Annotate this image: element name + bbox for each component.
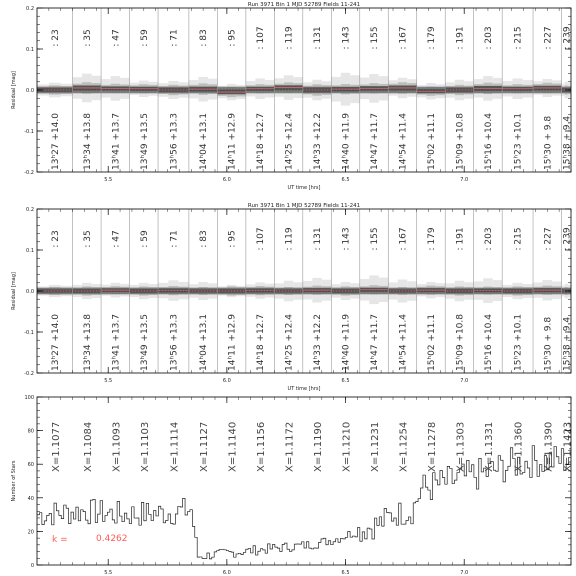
airmass-label: X=1.1114 xyxy=(169,421,181,472)
k-label: k = xyxy=(52,535,68,545)
field-coord-label: 14ʰ11 +12.9 xyxy=(227,314,238,371)
y-tick-label: 0.2 xyxy=(26,6,34,12)
field-number-label: : 47 xyxy=(111,29,122,47)
x-tick-label: 5.5 xyxy=(104,570,113,576)
field-number-label: : 71 xyxy=(169,230,180,248)
field-coord-label: 15ʰ16 +10.4 xyxy=(483,113,494,170)
field-coord-label: 14ʰ18 +12.7 xyxy=(256,314,267,371)
x-axis-title: UT time [hrs] xyxy=(287,185,321,191)
field-number-label: : 59 xyxy=(139,29,150,47)
field-coord-label: 13ʰ49 +13.5 xyxy=(139,314,150,371)
field-number-label: : 143 xyxy=(341,227,352,251)
field-number-label: : 131 xyxy=(313,26,324,50)
field-coord-label: 15ʰ38 + 9.4 xyxy=(562,115,573,170)
y-tick-label: 0 xyxy=(30,563,34,569)
x-tick-label: 5.5 xyxy=(104,378,113,384)
airmass-label: X=1.1140 xyxy=(227,421,239,472)
airmass-label: X=1.1278 xyxy=(426,421,438,472)
field-coord-label: 14ʰ18 +12.7 xyxy=(256,113,267,170)
airmass-label: X=1.1210 xyxy=(341,421,353,472)
y-tick-label: 80 xyxy=(27,428,34,435)
panel-2 xyxy=(11,203,572,392)
field-number-label: : 35 xyxy=(82,29,93,47)
field-coord-label: 15ʰ23 +10.1 xyxy=(513,314,524,371)
field-number-label: : 167 xyxy=(398,26,409,50)
airmass-label: X=1.1077 xyxy=(50,421,62,472)
field-number-label: : 191 xyxy=(455,26,466,50)
field-number-label: : 35 xyxy=(82,230,93,248)
y-tick-label: -0.2 xyxy=(24,371,34,377)
field-coord-label: 15ʰ30 + 9.8 xyxy=(543,316,554,371)
field-coord-label: 14ʰ40 +11.9 xyxy=(341,113,352,170)
field-coord-label: 15ʰ30 + 9.8 xyxy=(543,115,554,170)
y-tick-label: -0.2 xyxy=(24,170,34,176)
field-coord-label: 13ʰ49 +13.5 xyxy=(139,113,150,170)
y-axis-title: Residual [mag] xyxy=(11,71,17,109)
field-coord-label: 15ʰ09 +10.8 xyxy=(455,314,466,371)
field-coord-label: 13ʰ27 +14.0 xyxy=(50,113,61,170)
field-number-label: : 23 xyxy=(50,230,61,248)
field-number-label: : 71 xyxy=(169,29,180,47)
airmass-label: X=1.1254 xyxy=(398,421,410,472)
field-coord-label: 13ʰ56 +13.3 xyxy=(169,314,180,371)
field-coord-label: 15ʰ23 +10.1 xyxy=(513,113,524,170)
x-tick-label: 6.0 xyxy=(222,177,231,183)
airmass-label: X=1.1360 xyxy=(513,421,525,472)
field-number-label: : 179 xyxy=(426,26,437,50)
field-coord-label: 13ʰ34 +13.8 xyxy=(82,113,93,170)
panel-title: Run 3971 Bin 1 MJD 52789 Fields 11-241 xyxy=(247,2,361,8)
y-tick-label: 0.2 xyxy=(26,207,34,213)
field-number-label: : 203 xyxy=(483,26,494,50)
x-tick-label: 6.0 xyxy=(222,378,231,384)
field-number-label: : 59 xyxy=(139,230,150,248)
y-tick-label: -0.1 xyxy=(24,330,34,336)
field-coord-label: 14ʰ33 +12.2 xyxy=(313,113,324,170)
field-number-label: : 155 xyxy=(370,227,381,251)
field-coord-label: 15ʰ38 + 9.4 xyxy=(562,316,573,371)
field-coord-label: 13ʰ56 +13.3 xyxy=(169,113,180,170)
airmass-label: X=1.1331 xyxy=(483,421,495,472)
field-number-label: : 203 xyxy=(483,227,494,251)
field-coord-label: 15ʰ09 +10.8 xyxy=(455,113,466,170)
field-coord-label: 14ʰ54 +11.4 xyxy=(398,314,409,371)
x-tick-label: 5.5 xyxy=(104,177,113,183)
field-number-label: : 107 xyxy=(256,26,267,50)
field-number-label: : 215 xyxy=(513,227,524,251)
field-coord-label: 14ʰ25 +12.4 xyxy=(284,314,295,371)
field-coord-label: 14ʰ25 +12.4 xyxy=(284,113,295,170)
x-axis-title: UT time [hrs] xyxy=(287,386,321,392)
field-number-label: : 131 xyxy=(313,227,324,251)
field-number-label: : 167 xyxy=(398,227,409,251)
field-number-label: : 227 xyxy=(543,26,554,50)
panel-title: Run 3971 Bin 1 MJD 52789 Fields 11-241 xyxy=(247,203,361,209)
field-coord-label: 15ʰ16 +10.4 xyxy=(483,314,494,371)
panel-3 xyxy=(11,395,573,576)
field-coord-label: 13ʰ34 +13.8 xyxy=(82,314,93,371)
airmass-label: X=1.1231 xyxy=(370,421,382,472)
x-tick-label: 6.5 xyxy=(341,177,350,183)
field-number-label: : 47 xyxy=(111,230,122,248)
field-number-label: : 119 xyxy=(284,26,295,50)
field-coord-label: 14ʰ04 +13.1 xyxy=(199,113,210,170)
y-tick-label: -0.1 xyxy=(24,129,34,135)
field-number-label: : 119 xyxy=(284,227,295,251)
k-value: 0.4262 xyxy=(96,534,128,544)
field-coord-label: 14ʰ11 +12.9 xyxy=(227,113,238,170)
field-number-label: : 143 xyxy=(341,26,352,50)
airmass-label: X=1.1127 xyxy=(199,421,211,472)
field-number-label: : 83 xyxy=(199,230,210,248)
field-coord-label: 15ʰ02 +11.1 xyxy=(426,113,437,170)
field-coord-label: 14ʰ54 +11.4 xyxy=(398,113,409,170)
field-number-label: : 95 xyxy=(227,230,238,248)
field-number-label: : 95 xyxy=(227,29,238,47)
y-tick-label: 20 xyxy=(27,529,34,536)
airmass-label: X=1.1423 xyxy=(562,421,574,472)
y-tick-label: 60 xyxy=(27,462,34,469)
airmass-label: X=1.1156 xyxy=(256,421,268,472)
field-coord-label: 14ʰ40 +11.9 xyxy=(341,314,352,371)
field-coord-label: 14ʰ33 +12.2 xyxy=(313,314,324,371)
field-number-label: : 227 xyxy=(543,227,554,251)
y-tick-label: 0.1 xyxy=(26,47,34,53)
field-number-label: : 83 xyxy=(199,29,210,47)
airmass-label: X=1.1093 xyxy=(111,421,123,472)
field-number-label: : 155 xyxy=(370,26,381,50)
airmass-label: X=1.1172 xyxy=(284,421,296,472)
field-number-label: : 191 xyxy=(455,227,466,251)
y-tick-label: 40 xyxy=(27,495,34,502)
x-tick-label: 7.0 xyxy=(460,378,469,384)
field-number-label: : 239 xyxy=(562,227,573,251)
y-axis-title: Number of Stars xyxy=(11,460,17,502)
airmass-label: X=1.1303 xyxy=(455,421,467,472)
field-coord-label: 15ʰ02 +11.1 xyxy=(426,314,437,371)
x-tick-label: 7.0 xyxy=(460,177,469,183)
y-tick-label: 0.0 xyxy=(26,88,34,94)
y-axis-title: Residual [mag] xyxy=(11,272,17,310)
field-coord-label: 14ʰ47 +11.7 xyxy=(370,113,381,170)
x-tick-label: 6.5 xyxy=(341,378,350,384)
field-coord-label: 13ʰ41 +13.7 xyxy=(111,314,122,371)
field-coord-label: 13ʰ27 +14.0 xyxy=(50,314,61,371)
y-tick-label: 0.0 xyxy=(26,289,34,295)
airmass-label: X=1.1190 xyxy=(313,421,325,472)
field-number-label: : 107 xyxy=(256,227,267,251)
field-number-label: : 215 xyxy=(513,26,524,50)
y-tick-label: 0.1 xyxy=(26,248,34,254)
field-number-label: : 239 xyxy=(562,26,573,50)
field-number-label: : 23 xyxy=(50,29,61,47)
field-coord-label: 14ʰ47 +11.7 xyxy=(370,314,381,371)
airmass-label: X=1.1103 xyxy=(139,421,151,472)
airmass-label: X=1.1084 xyxy=(82,421,94,472)
x-tick-label: 7.0 xyxy=(460,570,469,576)
panel-1 xyxy=(11,2,572,191)
airmass-label: X=1.1390 xyxy=(543,421,555,472)
x-tick-label: 6.0 xyxy=(222,570,231,576)
field-coord-label: 14ʰ04 +13.1 xyxy=(199,314,210,371)
x-tick-label: 6.5 xyxy=(341,570,350,576)
field-number-label: : 179 xyxy=(426,227,437,251)
field-coord-label: 13ʰ41 +13.7 xyxy=(111,113,122,170)
y-tick-label: 100 xyxy=(24,395,34,401)
